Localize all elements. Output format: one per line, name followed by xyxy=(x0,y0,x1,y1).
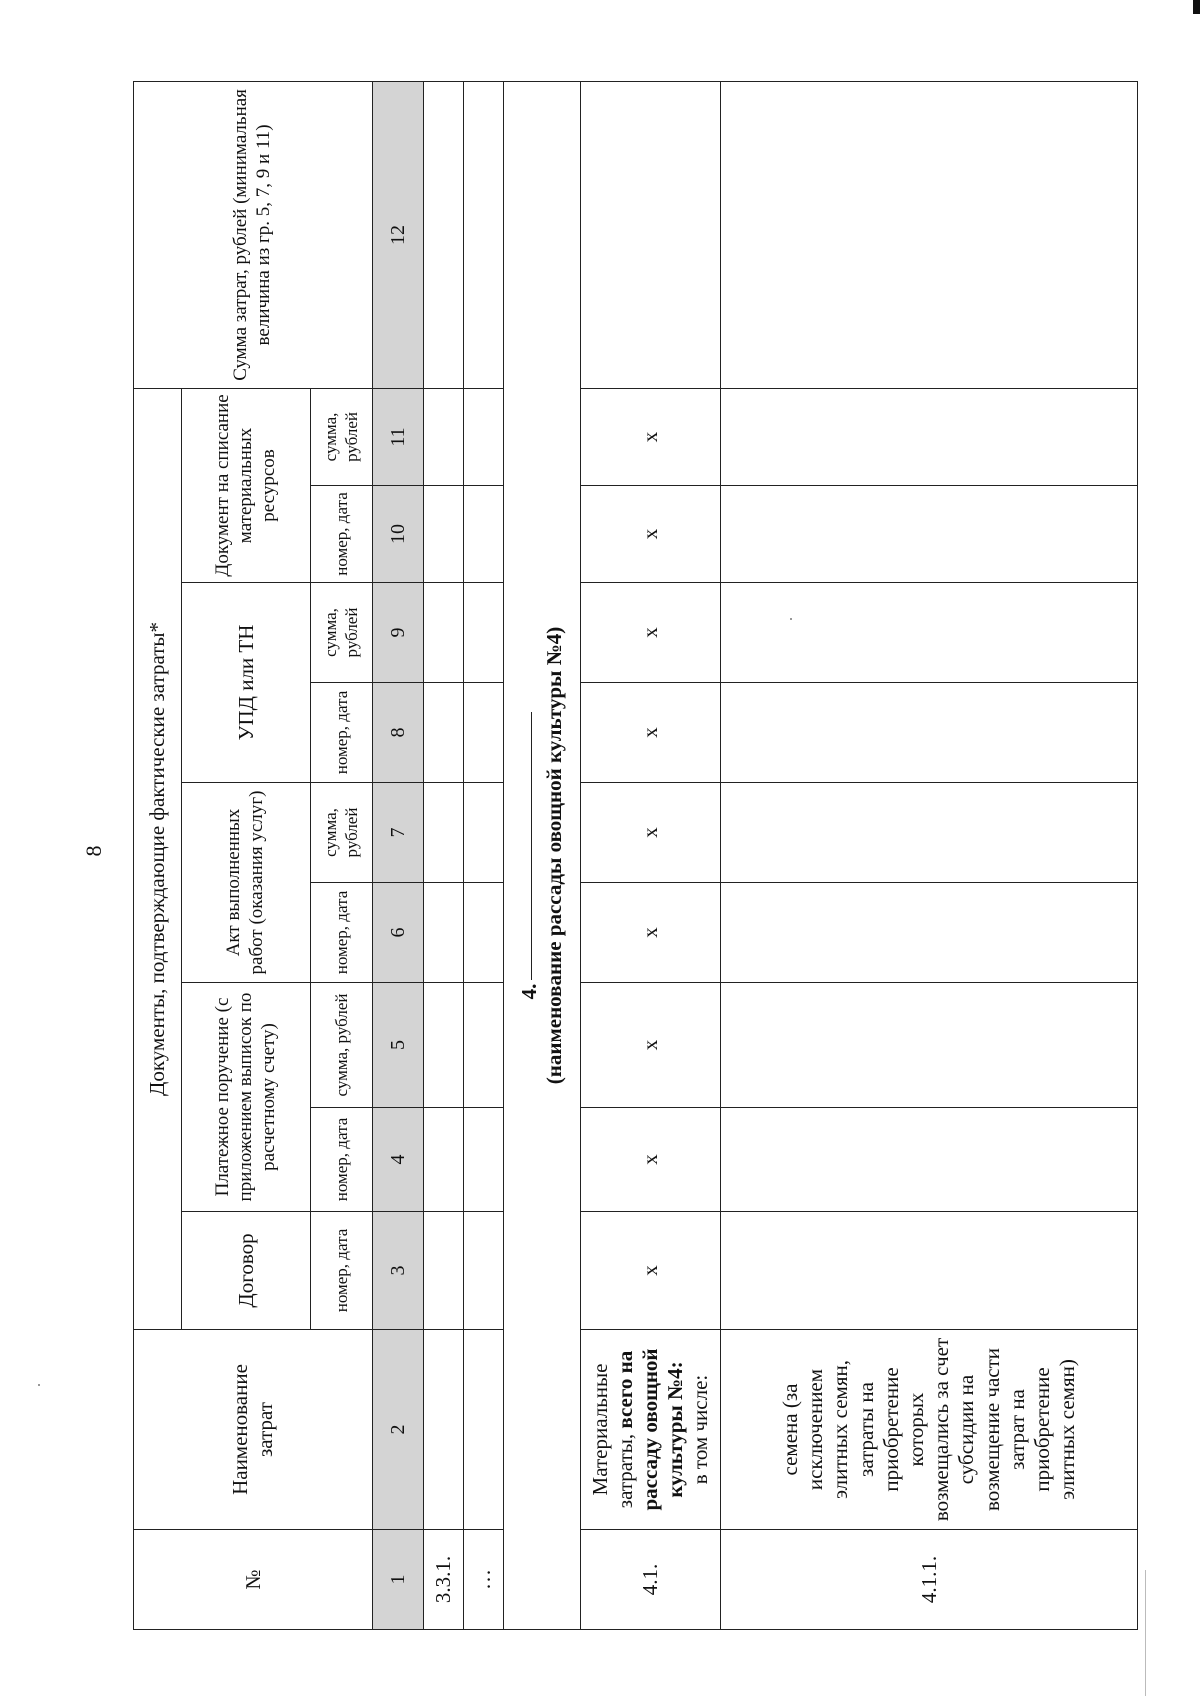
section-title: (наименование рассады овощной культуры №4) xyxy=(541,626,566,1085)
column-number: 8 xyxy=(373,683,423,783)
table-cell xyxy=(721,683,1138,783)
subheader-number-date: номер, дата xyxy=(311,683,373,783)
column-number-row xyxy=(373,81,423,1629)
row-number: 4.1.1. xyxy=(721,1530,1138,1630)
column-number: 11 xyxy=(373,388,423,485)
header-sum: Сумма затрат, рублей (минимальная величина из гр. 5, 7, 9 и 11) xyxy=(134,81,373,388)
column-number: 12 xyxy=(373,81,423,388)
table-cell xyxy=(463,486,503,583)
table-cell: х xyxy=(580,783,721,883)
row-name-bold: всего на рассаду овощной культуры №4: xyxy=(612,1348,688,1511)
table-cell xyxy=(721,81,1138,388)
table-cell: х xyxy=(580,486,721,583)
table-cell xyxy=(423,388,463,485)
subheader-amount: сумма, рублей xyxy=(311,983,373,1108)
subheader-amount: сумма, рублей xyxy=(311,388,373,485)
table-cell xyxy=(721,388,1138,485)
subheader-number-date: номер, дата xyxy=(311,883,373,983)
table-cell: х xyxy=(580,683,721,783)
table-row xyxy=(463,81,503,1629)
table-cell xyxy=(423,583,463,683)
subheader-amount: сумма, рублей xyxy=(311,783,373,883)
table-cell xyxy=(721,1108,1138,1212)
table-cell: х xyxy=(580,983,721,1108)
section-name-blank-line xyxy=(530,712,532,980)
table-cell xyxy=(463,983,503,1108)
header-write-off: Документ на списание материальных ресурсов xyxy=(182,388,311,582)
section-number: 4. xyxy=(516,983,541,1000)
header-name: Наименование затрат xyxy=(134,1330,373,1530)
table-row-4-1 xyxy=(580,81,721,1629)
table-row xyxy=(423,81,463,1629)
column-number: 6 xyxy=(373,883,423,983)
row-number: … xyxy=(463,1530,503,1630)
column-number: 7 xyxy=(373,783,423,883)
table-cell xyxy=(423,683,463,783)
header-documents-group: Документы, подтверждающие фактические затраты* xyxy=(134,388,182,1329)
table-cell: х xyxy=(580,1108,721,1212)
scan-dust-dot xyxy=(38,1384,40,1386)
table-cell xyxy=(721,1212,1138,1330)
table-cell xyxy=(721,583,1138,683)
table-cell xyxy=(721,883,1138,983)
column-number: 10 xyxy=(373,486,423,583)
scan-edge-mark xyxy=(1193,0,1200,14)
column-number: 2 xyxy=(373,1330,423,1530)
row-number: 3.3.1. xyxy=(423,1530,463,1630)
subheader-number-date: номер, дата xyxy=(311,486,373,583)
table-cell: х xyxy=(580,583,721,683)
header-payment-order: Платежное поручение (с приложением выписок по расчетному счету) xyxy=(182,983,311,1212)
section-row xyxy=(504,81,580,1629)
table-cell xyxy=(721,486,1138,583)
table-cell xyxy=(463,683,503,783)
table-cell xyxy=(423,1108,463,1212)
column-number: 1 xyxy=(373,1530,423,1630)
table-row-4-1-1 xyxy=(721,81,1138,1629)
column-number: 9 xyxy=(373,583,423,683)
scan-edge-line xyxy=(1145,1570,1146,1696)
table-cell xyxy=(463,783,503,883)
row-name: семена (за исключением элитных семян, затраты на приобретение которых возмещались за счет субсидии на возмещение части затрат на приобретение элитных семян) xyxy=(721,1330,1138,1530)
section-heading xyxy=(504,81,580,1629)
table-cell xyxy=(423,81,463,388)
row-name-plain: Материальные затраты, xyxy=(587,1363,637,1509)
table-cell xyxy=(423,783,463,883)
column-number: 4 xyxy=(373,1108,423,1212)
table-cell: х xyxy=(580,1212,721,1330)
column-number: 5 xyxy=(373,983,423,1108)
header-row-1 xyxy=(134,81,182,1629)
header-no: № xyxy=(134,1530,373,1630)
header-act: Акт выполненных работ (оказания услуг) xyxy=(182,783,311,983)
table-cell xyxy=(721,783,1138,883)
table-cell xyxy=(463,583,503,683)
table-cell xyxy=(463,81,503,388)
row-name-tail: в том числе: xyxy=(688,1374,713,1485)
table-cell xyxy=(463,883,503,983)
cost-table xyxy=(133,81,1138,1630)
row-name xyxy=(423,1330,463,1530)
table-cell xyxy=(423,1212,463,1330)
header-contract: Договор xyxy=(182,1212,311,1330)
table-cell xyxy=(423,486,463,583)
rotated-table-container xyxy=(133,82,1138,1630)
header-upd: УПД или ТН xyxy=(182,583,311,783)
table-cell xyxy=(463,388,503,485)
row-name xyxy=(463,1330,503,1530)
table-cell xyxy=(580,81,721,388)
subheader-number-date: номер, дата xyxy=(311,1108,373,1212)
row-name xyxy=(580,1330,721,1530)
table-cell xyxy=(423,883,463,983)
subheader-contract-number-date: номер, дата xyxy=(311,1212,373,1330)
table-cell xyxy=(463,1108,503,1212)
table-cell xyxy=(463,1212,503,1330)
column-number: 3 xyxy=(373,1212,423,1330)
subheader-amount: сумма, рублей xyxy=(311,583,373,683)
table-cell xyxy=(423,983,463,1108)
table-cell: х xyxy=(580,883,721,983)
page-number: 8 xyxy=(81,845,106,857)
row-number: 4.1. xyxy=(580,1530,721,1630)
table-cell xyxy=(721,983,1138,1108)
table-cell: х xyxy=(580,388,721,485)
